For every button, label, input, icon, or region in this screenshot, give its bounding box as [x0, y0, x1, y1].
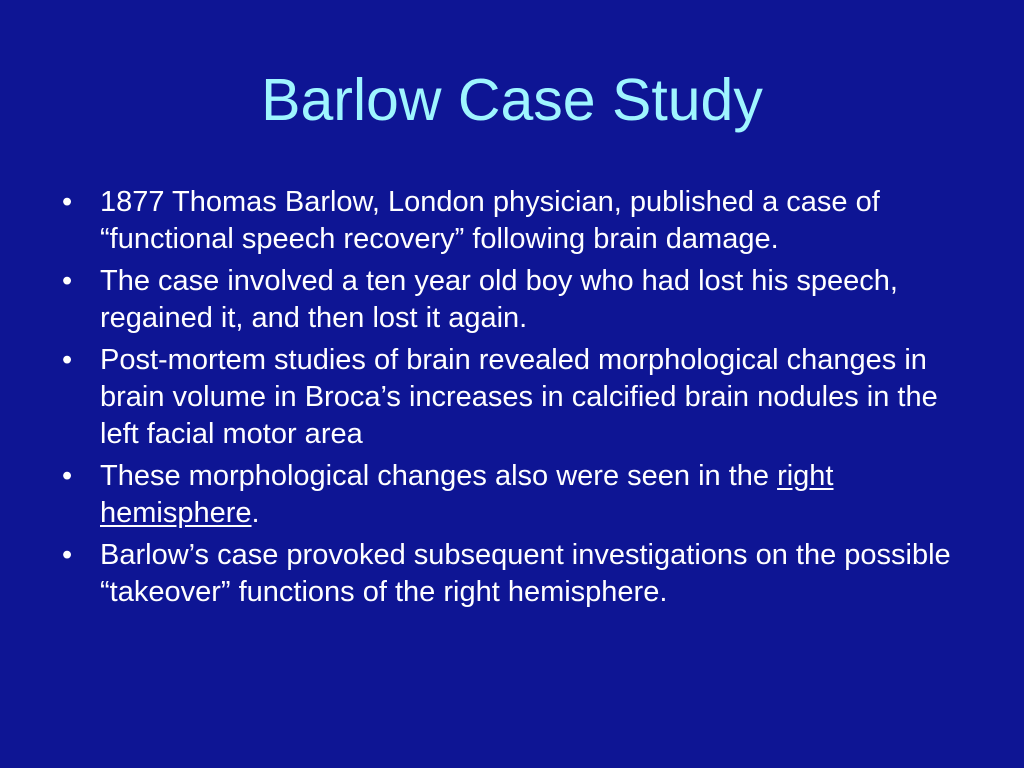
bullet-icon: • — [62, 265, 73, 297]
bullet-list — [62, 184, 972, 616]
bullet-item-2 — [62, 263, 972, 337]
right-hemisphere-link[interactable]: right hemisphere — [100, 460, 834, 529]
bullet-text: Post-mortem studies of brain revealed morphological changes in brain volume in Broca’s increases in calcified brain nodules in the left facial motor area — [100, 344, 938, 450]
bullet-text-before: These morphological changes also were seen in the — [100, 460, 778, 492]
bullet-icon: • — [62, 539, 73, 571]
bullet-icon: • — [62, 460, 73, 492]
bullet-item-3 — [62, 342, 972, 453]
bullet-text: The case involved a ten year old boy who had lost his speech, regained it, and then lost it again. — [100, 265, 898, 334]
slide-title: Barlow Case Study — [261, 67, 763, 133]
bullet-item-4 — [62, 458, 972, 532]
bullet-text: Barlow’s case provoked subsequent investigations on the possible “takeover” functions of the right hemisphere. — [100, 539, 951, 608]
bullet-text: 1877 Thomas Barlow, London physician, published a case of “functional speech recovery” following brain damage. — [100, 186, 880, 255]
bullet-icon: • — [62, 344, 73, 376]
bullet-icon: • — [62, 186, 73, 218]
bullet-text-after: . — [251, 497, 260, 529]
bullet-item-1 — [62, 184, 972, 258]
bullet-item-5 — [62, 537, 972, 611]
